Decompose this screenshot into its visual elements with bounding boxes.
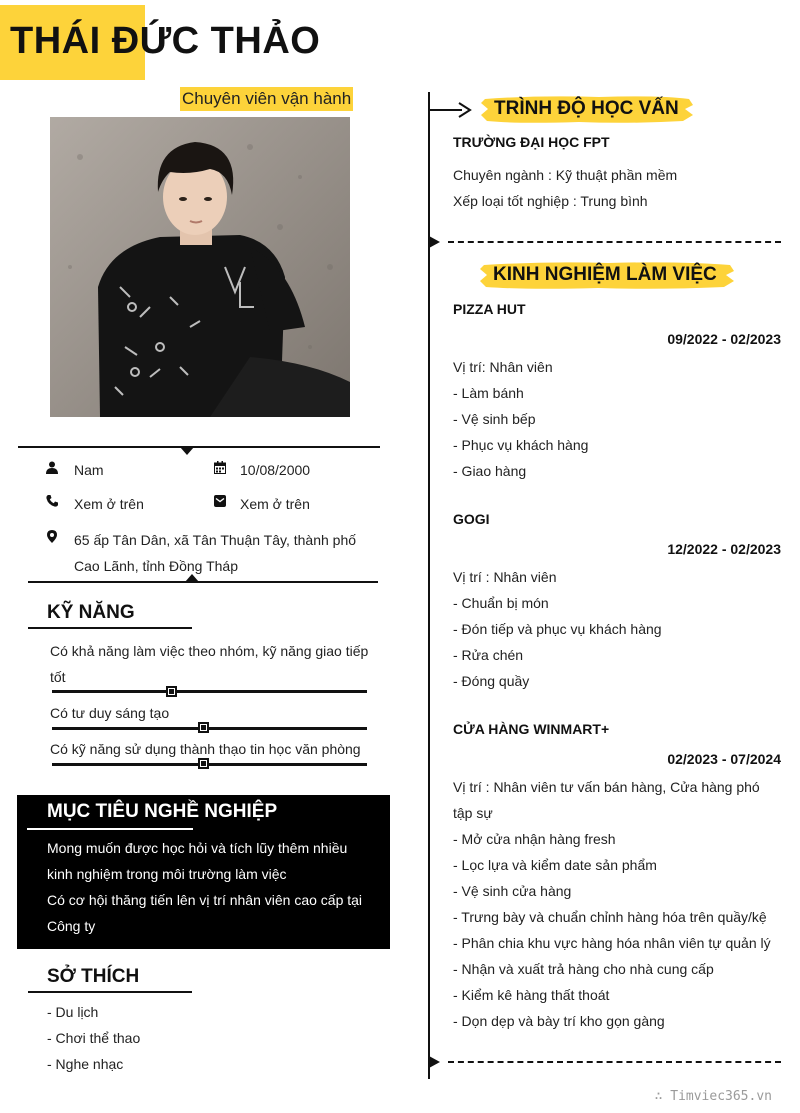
photo-illustration [50, 117, 350, 417]
job-company: GOGI [453, 511, 490, 527]
phone-icon [45, 495, 59, 510]
job-line: - Dọn dẹp và bày trí kho gọn gàng [453, 1013, 665, 1029]
experience-title: KINH NGHIỆM LÀM VIỆC [493, 264, 717, 285]
gender-value: Nam [74, 462, 104, 478]
dob-value: 10/08/2000 [240, 462, 311, 478]
job-line: - Vệ sinh cửa hàng [453, 883, 572, 899]
location-icon [45, 530, 59, 546]
info-bottom-divider [28, 581, 378, 583]
timeline-marker [429, 1056, 440, 1068]
info-top-divider [18, 446, 380, 448]
job-line: - Nhận và xuất trả hàng cho nhà cung cấp [453, 961, 714, 977]
skill-2-track [52, 727, 367, 730]
job-line: - Lọc lựa và kiểm date sản phẩm [453, 857, 657, 873]
phone-value: Xem ở trên [74, 496, 144, 512]
school-name: TRƯỜNG ĐẠI HỌC FPT [453, 134, 610, 150]
hobbies-title: SỞ THÍCH [47, 966, 140, 987]
profile-photo [50, 117, 350, 417]
skill-1-track [52, 690, 367, 693]
divider-notch [180, 447, 194, 455]
job-title: Chuyên viên vận hành [180, 87, 353, 111]
job-position: Vị trí : Nhân viên tư vấn bán hàng, Cửa hàng phó tập sự [453, 779, 760, 821]
section-dashed-divider [448, 241, 781, 243]
skill-2-level[interactable] [198, 722, 209, 733]
job-line: - Đóng quầy [453, 673, 530, 689]
job-company: CỬA HÀNG WINMART+ [453, 721, 610, 737]
job-line: - Vệ sinh bếp [453, 411, 536, 427]
goal-title: MỤC TIÊU NGHỀ NGHIỆP [47, 801, 278, 822]
job-line: - Làm bánh [453, 385, 524, 401]
skill-3-level[interactable] [198, 758, 209, 769]
timeline-arrow-icon [430, 100, 472, 120]
goal-text [47, 835, 367, 939]
career-goal-box [17, 795, 390, 949]
job-date: 02/2023 - 07/2024 [667, 751, 781, 767]
job-line: - Chuẩn bị món [453, 595, 549, 611]
job-line: Vị trí : Nhân viên [453, 569, 557, 585]
job-date: 09/2022 - 02/2023 [667, 331, 781, 347]
section-dashed-divider [448, 1061, 781, 1063]
job-line: - Phục vụ khách hàng [453, 437, 589, 453]
email-value: Xem ở trên [240, 496, 310, 512]
hobby-item: - Nghe nhạc [47, 1056, 124, 1072]
skill-1-level[interactable] [166, 686, 177, 697]
skill-item-3: Có kỹ năng sử dụng thành thạo tin học văn phòng [50, 741, 361, 757]
job-company: PIZZA HUT [453, 301, 526, 317]
education-title: TRÌNH ĐỘ HỌC VẤN [494, 98, 679, 119]
goal-line-2: Có cơ hội thăng tiến lên vị trí nhân viên cao cấp tại Công ty [47, 892, 363, 934]
hobby-item: - Chơi thể thao [47, 1030, 141, 1046]
education-major: Chuyên ngành : Kỹ thuật phần mềm [453, 167, 678, 183]
job-line: - Rửa chén [453, 647, 524, 663]
timeline-marker [429, 236, 440, 248]
address-value: 65 ấp Tân Dân, xã Tân Thuận Tây, thành phố Cao Lãnh, tỉnh Đồng Tháp [74, 532, 357, 574]
skill-3-track [52, 763, 367, 766]
skills-title: KỸ NĂNG [47, 602, 135, 623]
hobby-item: - Du lịch [47, 1004, 99, 1020]
job-line: - Phân chia khu vực hàng hóa nhân viên tự quản lý [453, 935, 771, 951]
hobbies-title-underline [28, 991, 192, 993]
skill-item-2: Có tư duy sáng tạo [50, 705, 170, 721]
email-icon [213, 495, 227, 510]
job-line: - Mở cửa nhận hàng fresh [453, 831, 616, 847]
job-line: Vị trí: Nhân viên [453, 359, 553, 375]
goal-title-underline [27, 828, 193, 830]
job-line: - Giao hàng [453, 463, 527, 479]
skill-item-1: Có khả năng làm việc theo nhóm, kỹ năng giao tiếp tốt [50, 643, 369, 685]
job-line: - Đón tiếp và phục vụ khách hàng [453, 621, 662, 637]
education-grade: Xếp loại tốt nghiệp : Trung bình [453, 193, 648, 209]
job-line: - Kiểm kê hàng thất thoát [453, 987, 610, 1003]
goal-line-1: Mong muốn được học hỏi và tích lũy thêm nhiều kinh nghiệm trong môi trường làm việc [47, 840, 348, 882]
job-line: - Trưng bày và chuẩn chỉnh hàng hóa trên quầy/kệ [453, 909, 767, 925]
candidate-name: THÁI ĐỨC THẢO [10, 20, 321, 62]
divider-notch [185, 574, 199, 582]
skills-title-underline [28, 627, 192, 629]
job-date: 12/2022 - 02/2023 [667, 541, 781, 557]
calendar-icon [213, 461, 227, 477]
user-icon [45, 461, 59, 477]
watermark: ∴ Timviec365.vn [654, 1089, 772, 1104]
